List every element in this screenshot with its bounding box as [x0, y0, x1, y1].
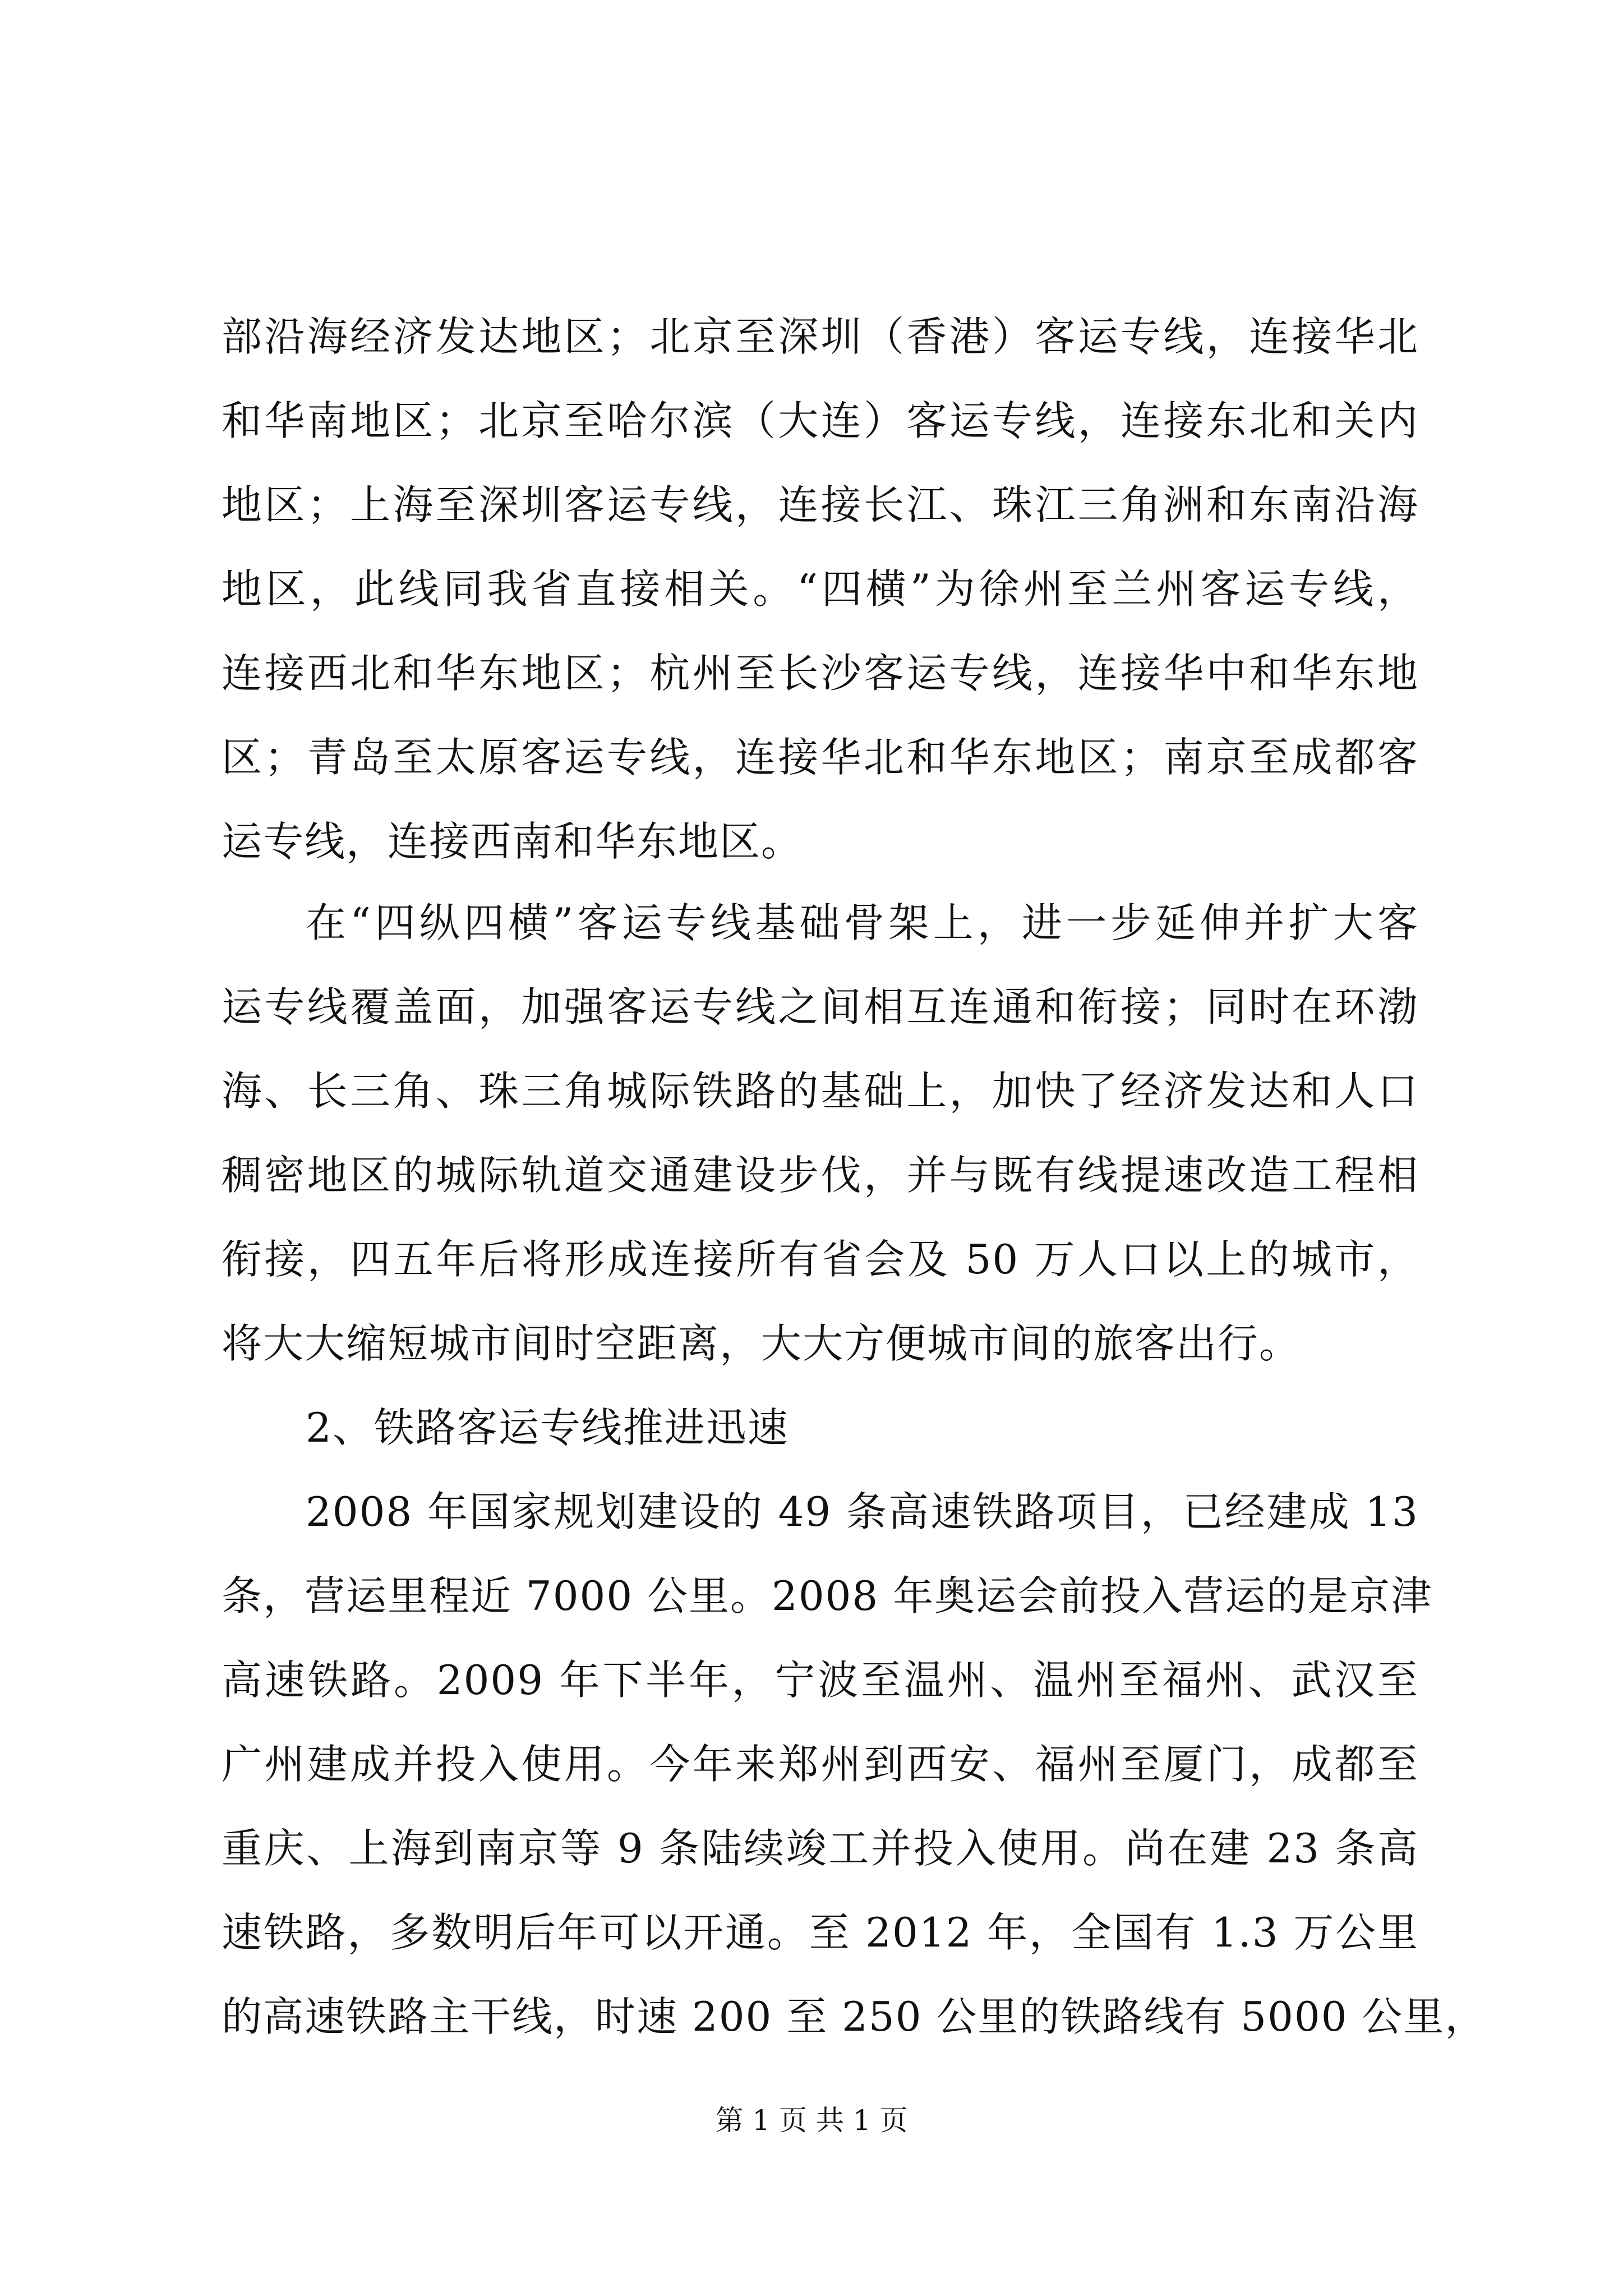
- text-line: 稠密地区的城际轨道交通建设步伐，并与既有线提速改造工程相: [222, 1152, 1419, 1199]
- text-line: 的高速铁路主干线，时速 200 至 250 公里的铁路线有 5000 公里，: [222, 1993, 1487, 2040]
- text-line: 连接西北和华东地区；杭州至长沙客运专线，连接华中和华东地: [222, 650, 1419, 697]
- text-line: 和华南地区；北京至哈尔滨（大连）客运专线，连接东北和关内: [222, 397, 1419, 444]
- text-line: 运专线，连接西南和华东地区。: [222, 818, 803, 865]
- text-line: 海、长三角、珠三角城际铁路的基础上，加快了经济发达和人口: [222, 1068, 1419, 1115]
- text-line: 条，营运里程近 7000 公里。2008 年奥运会前投入营运的是京津: [222, 1572, 1433, 1619]
- text-line: 地区，此线同我省直接相关。“四横”为徐州至兰州客运专线，: [222, 565, 1419, 613]
- text-line: 运专线覆盖面，加强客运专线之间相互连通和衔接；同时在环渤: [222, 983, 1419, 1030]
- text-line: 区；青岛至太原客运专线，连接华北和华东地区；南京至成都客: [222, 734, 1419, 781]
- text-line: 速铁路，多数明后年可以开通。至 2012 年，全国有 1.3 万公里: [222, 1909, 1419, 1956]
- text-line: 衔接，四五年后将形成连接所有省会及 50 万人口以上的城市，: [222, 1236, 1419, 1283]
- page-footer: 第 1 页 共 1 页: [715, 2104, 908, 2137]
- text-line: 地区；上海至深圳客运专线，连接长江、珠江三角洲和东南沿海: [222, 481, 1419, 528]
- paragraph-first-line: 2008 年国家规划建设的 49 条高速铁路项目，已经建成 13: [306, 1488, 1419, 1535]
- text-line: 高速铁路。2009 年下半年，宁波至温州、温州至福州、武汉至: [222, 1657, 1419, 1704]
- text-line: 重庆、上海到南京等 9 条陆续竣工并投入使用。尚在建 23 条高: [222, 1825, 1419, 1872]
- text-line: 广州建成并投入使用。今年来郑州到西安、福州至厦门，成都至: [222, 1741, 1419, 1788]
- paragraph-first-line: 在“四纵四横”客运专线基础骨架上，进一步延伸并扩大客: [306, 899, 1419, 946]
- section-heading: 2、铁路客运专线推进迅速: [306, 1404, 789, 1451]
- text-line: 将大大缩短城市间时空距离，大大方便城市间的旅客出行。: [222, 1320, 1301, 1367]
- text-line: 部沿海经济发达地区；北京至深圳（香港）客运专线，连接华北: [222, 313, 1419, 360]
